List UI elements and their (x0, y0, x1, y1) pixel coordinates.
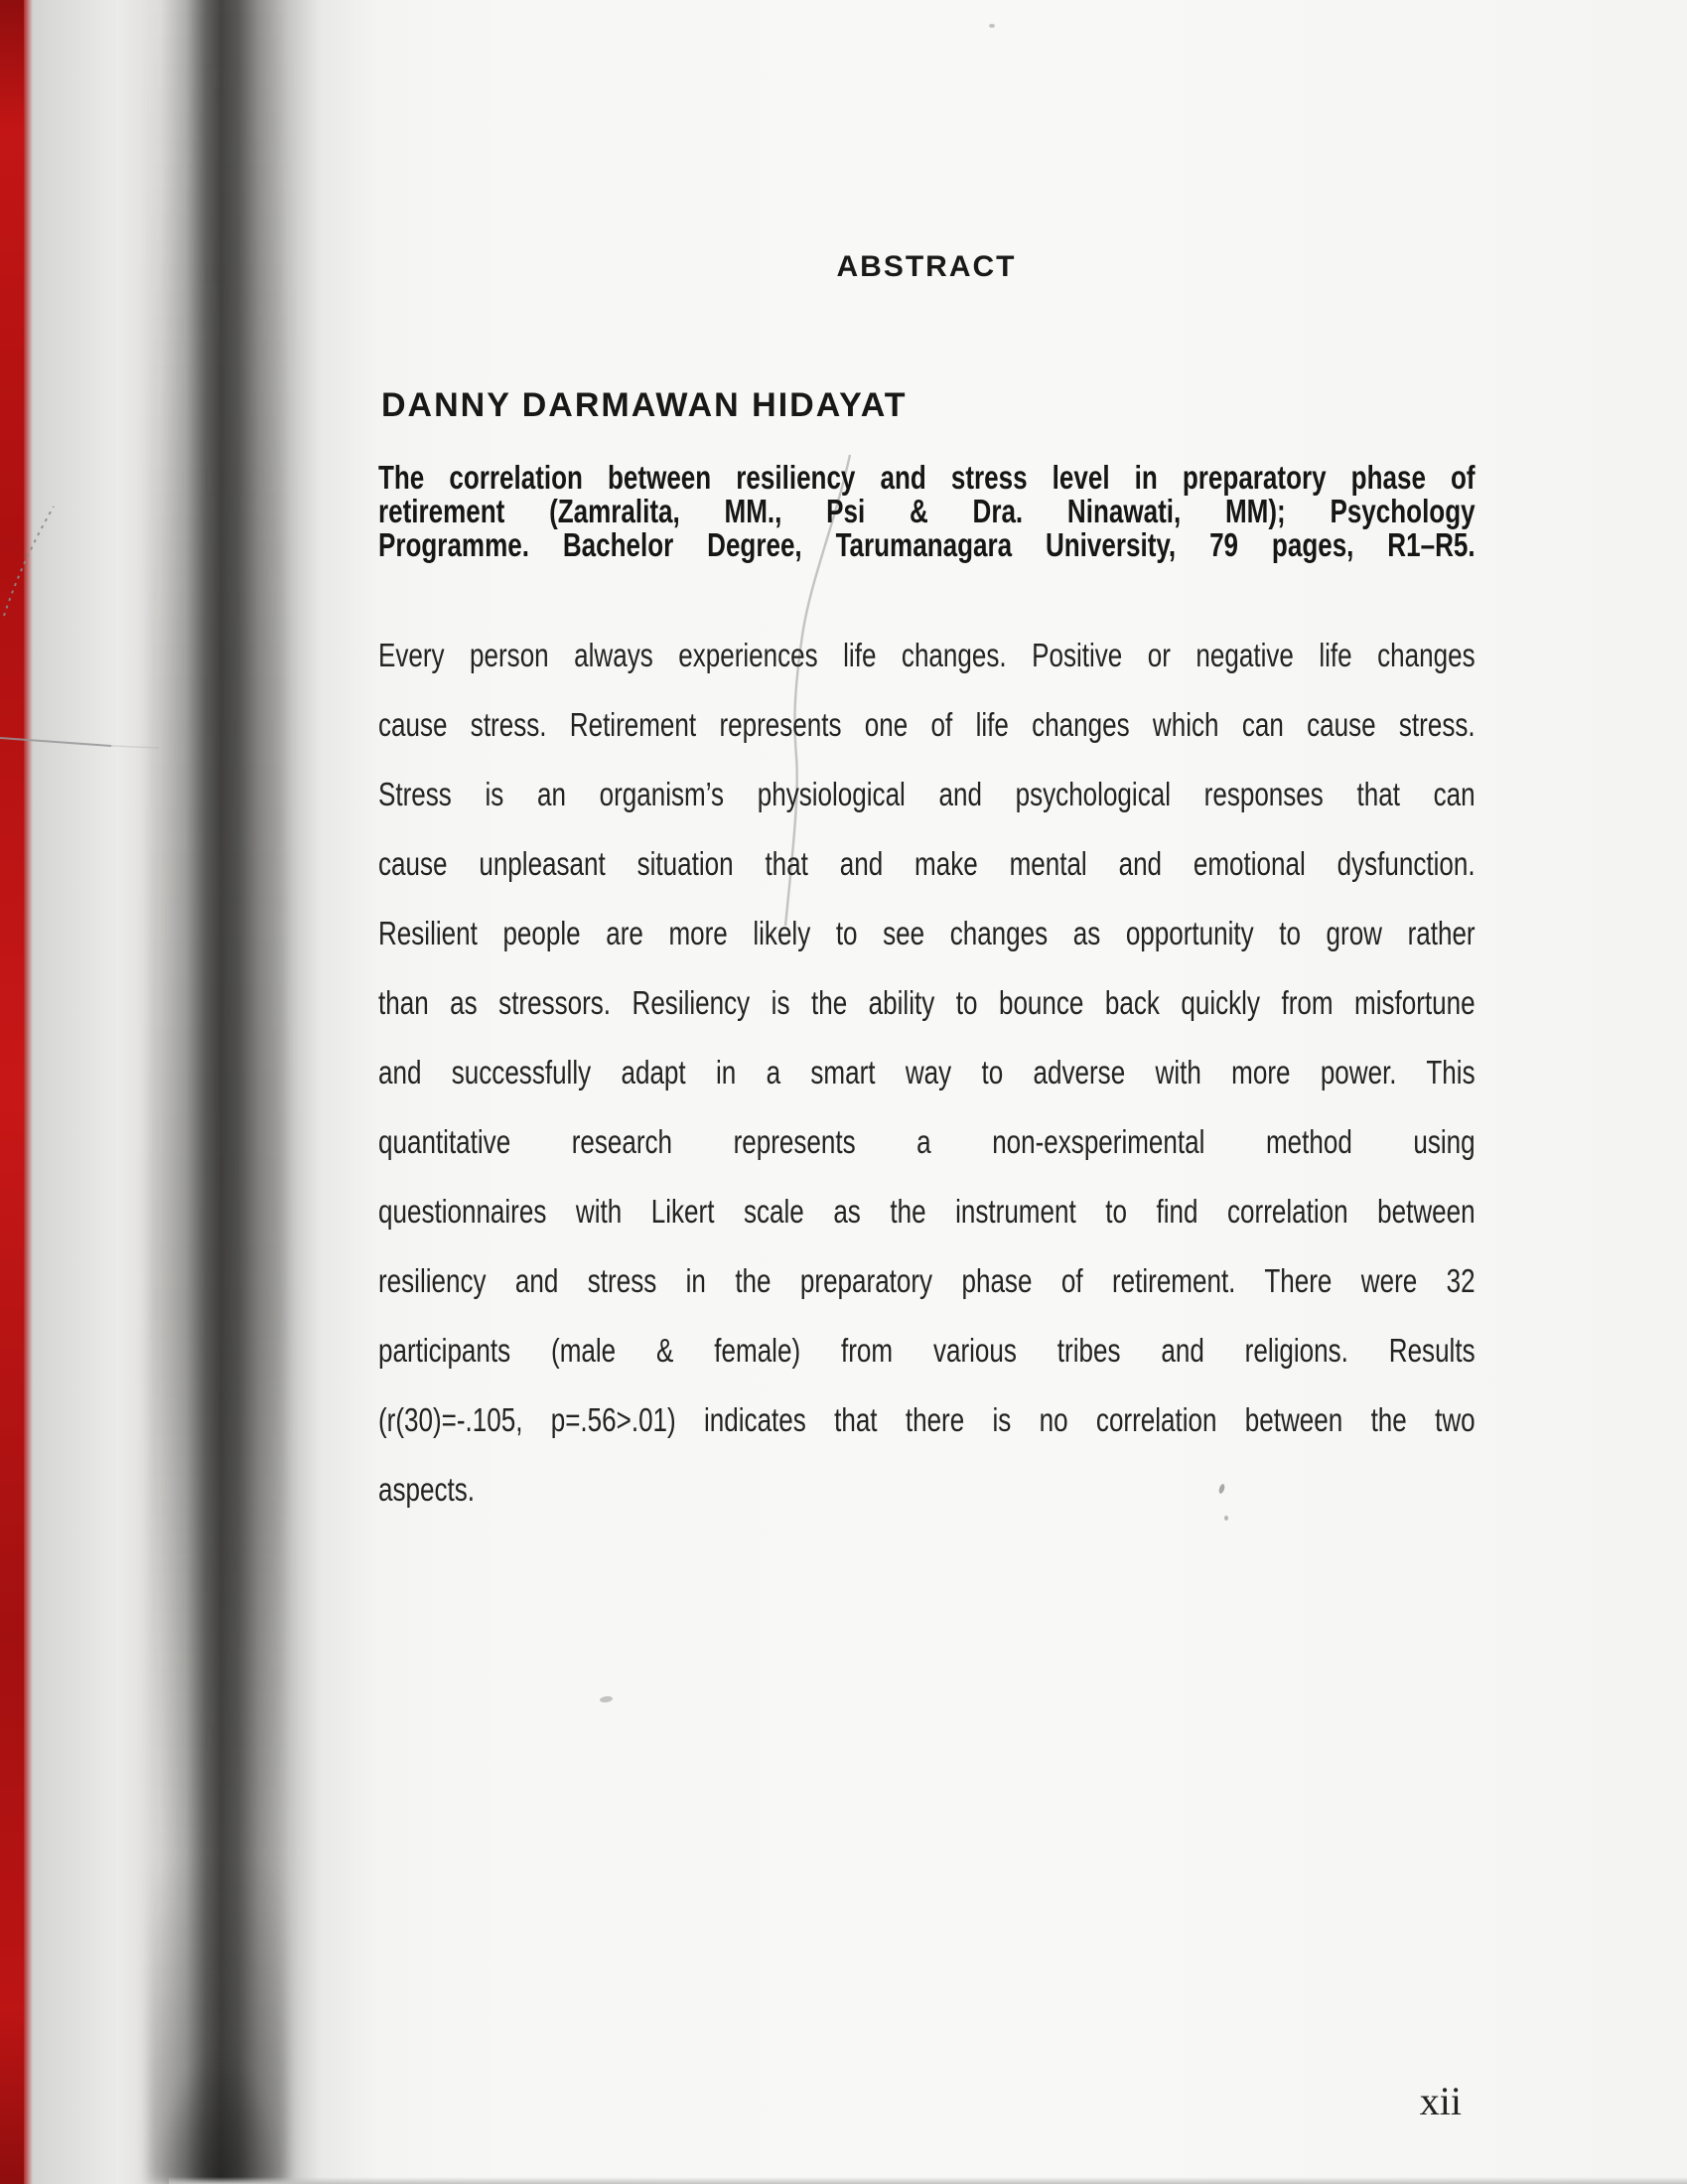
text-line: Programme. Bachelor Degree, Tarumanagara University, 79 pages, R1–R5. (378, 526, 1476, 563)
text-line: and successfully adapt in a smart way to adverse with more power. This (378, 1054, 1476, 1091)
binding-bottom-shadow (159, 2056, 278, 2184)
text-line: cause unpleasant situation that and make mental and emotional dysfunction. (378, 845, 1476, 882)
author-name: DANNY DARMAWAN HIDAYAT (381, 386, 908, 424)
text-line: Stress is an organism’s physiological and psychological responses that can (378, 776, 1476, 812)
page-number: xii (1419, 2079, 1462, 2123)
ink-speck (989, 24, 995, 28)
text-line: Every person always experiences life changes. Positive or negative life changes (378, 637, 1476, 673)
text-line: resiliency and stress in the preparatory phase of retirement. There were 32 (378, 1262, 1476, 1299)
text-line: Resilient people are more likely to see changes as opportunity to grow rather (378, 915, 1476, 951)
text-line: (r(30)=-.105, p=.56>.01) indicates that there is no correlation between the two (378, 1401, 1476, 1438)
text-line: retirement (Zamralita, MM., Psi & Dra. Ninawati, MM); Psychology (378, 493, 1476, 529)
scan-bottom-edge (169, 2177, 1687, 2184)
thesis-heading (378, 461, 1476, 562)
text-line: quantitative research represents a non-exsperimental method using (378, 1123, 1476, 1160)
binding-shadow (149, 0, 288, 2184)
text-line: cause stress. Retirement represents one of life changes which can cause stress. (378, 706, 1476, 743)
text-line: than as stressors. Resiliency is the ability to bounce back quickly from misfortune (378, 984, 1476, 1021)
ink-speck (600, 1695, 614, 1703)
abstract-title: ABSTRACT (836, 250, 1017, 283)
text-line: aspects. (378, 1471, 475, 1508)
text-line: The correlation between resiliency and stress level in preparatory phase of (378, 459, 1476, 496)
red-edge-stripe (0, 0, 24, 2184)
text-line: questionnaires with Likert scale as the instrument to find correlation between (378, 1193, 1476, 1230)
red-edge-stripe-fade (24, 0, 33, 2184)
abstract-body (378, 621, 1476, 1525)
ink-speck (1224, 1516, 1228, 1521)
text-line: participants (male & female) from various tribes and religions. Results (378, 1332, 1476, 1369)
